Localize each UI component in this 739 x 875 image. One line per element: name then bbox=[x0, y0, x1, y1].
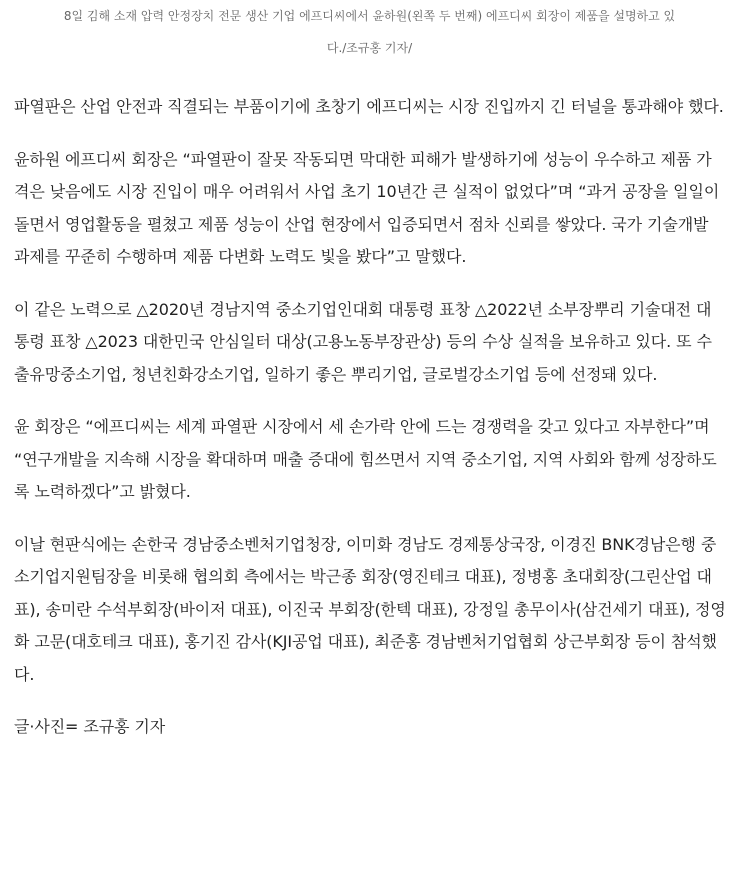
paragraph-5: 이날 현판식에는 손한국 경남중소벤처기업청장, 이미화 경남도 경제통상국장, 이경진 BNK경남은행 중소기업지원팀장을 비롯해 협의회 측에서는 박근종 회장(영진테크 대표), 정병홍 초대회장(그린산업 대표), 송미란 수석부회장(바이저 대표), 이진국 부회장(한텍 대표), 강정일 총무이사(삼건세기 대표), 정영화 고문(대호테크 대표), 홍기진 감사(KJI공업 대표), 최준홍 경남벤처기업협회 상근부회장 등이 참석했다. bbox=[14, 534, 726, 684]
paragraph-3: 이 같은 노력으로 △2020년 경남지역 중소기업인대회 대통령 표창 △2022년 소부장뿌리 기술대전 대통령 표창 △2023 대한민국 안심일터 대상(고용노동부장관상) 등의 수상 실적을 보유하고 있다. 또 수출유망중소기업, 청년친화강소기업, 일하기 좋은 뿌리기업, 글로벌강소기업 등에 선정돼 있다. bbox=[14, 299, 712, 384]
paragraph-1: 파열판은 산업 안전과 직결되는 부품이기에 초창기 에프디씨는 시장 진입까지 긴 터널을 통과해야 했다. bbox=[14, 97, 724, 116]
caption-line-1: 8일 김해 소재 압력 안정장치 전문 생산 기업 에프디씨에서 윤하원(왼쪽 두 번째) 에프디씨 회장이 제품을 설명하고 있 bbox=[63, 9, 676, 23]
photo-caption bbox=[0, 0, 739, 64]
byline: 글·사진= 조규홍 기자 bbox=[14, 717, 166, 736]
paragraph-4: 윤 회장은 “에프디씨는 세계 파열판 시장에서 세 손가락 안에 드는 경쟁력을 갖고 있다고 자부한다”며 “연구개발을 지속해 시장을 확대하며 매출 증대에 힘쓰면서 지역 중소기업, 지역 사회와 함께 성장하도록 노력하겠다”고 밝혔다. bbox=[14, 417, 717, 501]
caption-line-2: 다./조규홍 기자/ bbox=[326, 41, 413, 55]
paragraph-2: 윤하원 에프디씨 회장은 “파열판이 잘못 작동되면 막대한 피해가 발생하기에 성능이 우수하고 제품 가격은 낮음에도 시장 진입이 매우 어려워서 사업 초기 10년간 큰 실적이 없었다”며 “과거 공장을 일일이 돌면서 영업활동을 펼쳤고 제품 성능이 산업 현장에서 입증되면서 점차 신뢰를 쌓았다. 국가 기술개발 과제를 꾸준히 수행하며 제품 다변화 노력도 빛을 봤다”고 말했다. bbox=[14, 149, 720, 266]
article-body bbox=[14, 91, 726, 764]
